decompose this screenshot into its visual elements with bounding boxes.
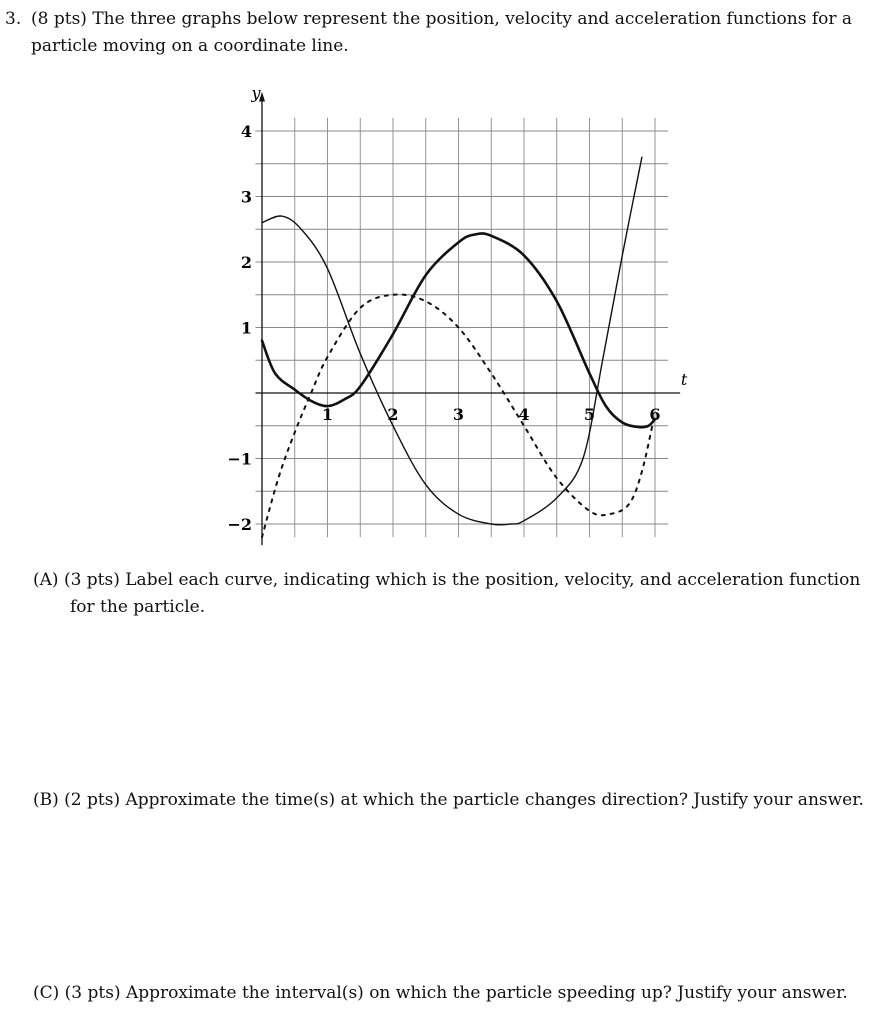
x-tick-label: 3 — [452, 405, 465, 424]
x-axis-label: t — [680, 370, 688, 389]
y-tick-label: −2 — [227, 515, 252, 534]
part-b-prompt: (B) (2 pts) Approximate the time(s) at which the particle changes direction? Justify your answer. — [33, 790, 864, 810]
x-tick-label: 6 — [649, 405, 661, 424]
y-tick-label: 2 — [240, 253, 252, 272]
question-prompt-line-2: particle moving on a coordinate line. — [31, 36, 349, 56]
part-a-prompt-line-1: (A) (3 pts) Label each curve, indicating which is the position, velocity, and acceleration function — [33, 570, 861, 590]
y-tick-label: 3 — [240, 187, 252, 207]
question-number: 3. — [5, 9, 22, 29]
x-tick-label: 5 — [583, 405, 596, 424]
curve-solid-thin — [262, 157, 642, 525]
y-tick-label: −1 — [227, 449, 252, 469]
x-tick-label: 1 — [321, 405, 334, 424]
question-prompt-line-1: (8 pts) The three graphs below represent the position, velocity and acceleration functions for a — [31, 9, 853, 29]
x-tick-label: 2 — [387, 405, 399, 424]
part-c-prompt: (C) (3 pts) Approximate the interval(s) on which the particle speeding up? Justify your answer. — [33, 983, 848, 1003]
part-a-prompt-line-2: for the particle. — [70, 597, 206, 617]
y-tick-label: 1 — [240, 318, 252, 338]
y-tick-label: 4 — [240, 122, 252, 141]
y-axis-label: y — [251, 83, 261, 103]
x-tick-label: 4 — [518, 405, 530, 424]
